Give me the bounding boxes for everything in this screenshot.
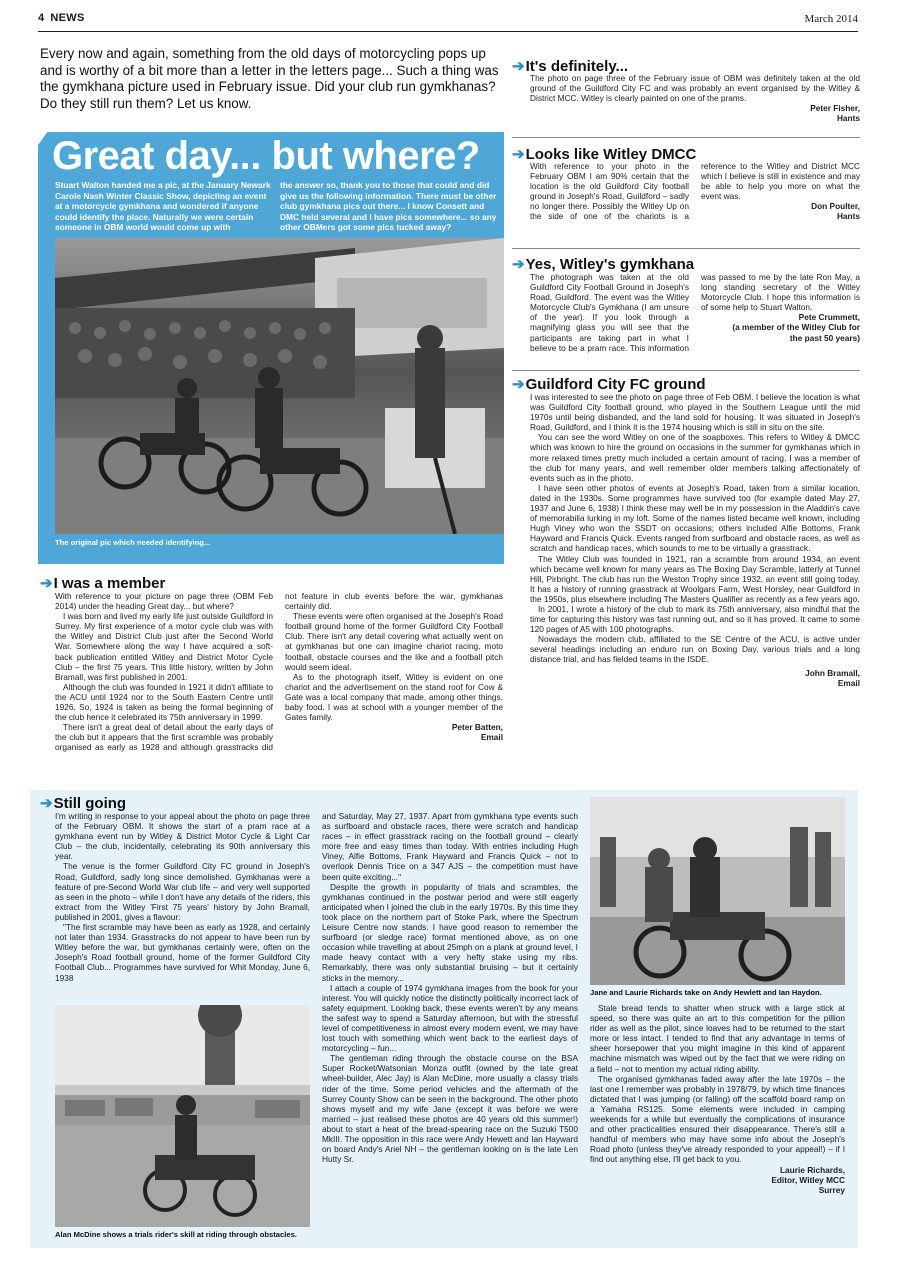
standfirst-col-1: Stuart Walton handed me a pic, at the January Newark Carole Nash Winter Classic Show, depicting an event at a motorcycle gymkhana and wondered if anyone could identify the place. Naturally we were certain someone in OBM world would come up with [55, 180, 271, 233]
main-photo-caption: The original pic which needed identifying... [55, 538, 211, 547]
intro-text: Every now and again, something from the old days of motorcycling pops up and is worthy of a bit more than a letter in the letters page... Such a thing was the gymkhana picture used in February issue. Did your club run gymkhanas? Do they still run them? Let us know. [40, 46, 499, 111]
letter-body-col-2: and Saturday, May 27, 1937. Apart from gymkhana type events such as surfboard and obstacle races, there were scratch and handicap races – in effect grasstrack racing on the football ground – clearly more free and easy times than today. With entries including Hugh Viney, Alfie Bottoms, Frank Hayward and Francis Quick – not to overlook Dennis Trice on a 347 AJS – the competition must have been quite exciting..." Despite the growth in popularity of trials and scrambles, the gymkhanas continued in the postwar period and were still eagerly anticipated when I joined the club in the early 1970s. By this time they took place on the northern part of Stoke Park, where the Spectrum Leisure Centre now stands. I have good reason to remember the surfboard (or sledge race) format mentioned above, as on one occasion while travelling at about 25mph on a plank at ground level, I made heavy contact with a very hefty stake using my ribs. Remarkably, there was only substantial bruising – but it certainly sticks in the memory... I attach a couple of 1974 gymkhana images from the book for your interest. You will quickly notice the distinctly politically incorrect lack of safety equipment. Looking back, these events weren't by any means the safest way to spend a Saturday afternoon, but with the stressful level of competitiveness in almost every modern event, we may have lost touch with something which went back to the earliest days of motorcycling – fun... The gentleman riding through the obstacle course on the BSA Super Rocket/Watsonian Monza outfit (owned by the late great wheel-builder, Alec Jay) is Alan McDine, more usually a classy trials rider of the time. Some period vehicles and the aftermath of the Surrey County Show can be seen in the background. The other photo shows myself and my wife Jane (except it was before we were married – just realised these photos are 40 years old this summer!) about to start a heat of the bread-spearing race on the Suzuki T500 MkIII. The opposition in this race were Andy Hewett and Ian Hayward on board Andy's Ariel NH – the gentleman looking on is the late Len Hutty Sr. [322, 811, 578, 1165]
section-label: 4 NEWS [38, 12, 85, 24]
gymkhana-photo [55, 238, 504, 534]
letter-heading: ➔It's definitely... [512, 58, 629, 75]
letter-body: The photo on page three of the February issue of OBM was definitely taken at the old ground of the Guildford City FC and was probably an event organised by the Witley & District MCC. Witley is clearly painted on one of the prams. Peter Fisher, Hants [530, 73, 860, 124]
arrow-icon: ➔ [40, 795, 53, 812]
letter-heading: ➔I was a member [40, 575, 166, 592]
letter-heading: ➔Still going [40, 795, 127, 812]
letter-body: With reference to your photo in the February OBM I am 90% certain that the location is the old Guildford City football ground in Joseph's Road, Guildford – sadly no longer there. Possibly the Witley Up on the side of one of the chariots is a reference to the Witley and District MCC which I believe is still in existence and may be able to help you more on what the event was. Don Poulter, Hants [530, 161, 860, 222]
sidecar-photo [55, 1005, 310, 1227]
letter-body: The photograph was taken at the old Guildford City Football Ground in Joseph's Road, Guildford. The event was the Witley Motorcycle Club's Gymkhana (I am unsure of the year). If you look through a magnifying glass you will see that the participants are taking part in what I believe to be a pram race. This information was passed to me by the late Ron May, a long standing secretary of the Witley Motorcycle Club. I hope this information is of some help to Stuart Walton. Pete Crummett, (a member of the Witley Club for the past 50 years) [530, 272, 860, 353]
divider [512, 370, 860, 371]
right-photo-caption: Jane and Laurie Richards take on Andy Hewlett and Ian Haydon. [590, 988, 822, 997]
standfirst-col-2: the answer so, thank you to those that could and did give us the following information. There must be other club gymkhana pics out there... I know Consett and DMC held several and I have pics somewhere... so any other OBMers got some pics tucked away? [280, 180, 497, 233]
letter-heading: ➔Guildford City FC ground [512, 376, 706, 393]
arrow-icon: ➔ [40, 575, 53, 592]
divider [512, 137, 860, 138]
arrow-icon: ➔ [512, 58, 525, 75]
left-photo-caption: Alan McDine shows a trials rider's skill at riding through obstacles. [55, 1230, 297, 1239]
letter-body-col-1: I'm writing in response to your appeal about the photo on page three of the February OBM. It shows the start of a pram race at a gymkhana event run by Witley & District Motor Cycle & Light Car Club – the club, incidentally, celebrating its 90th anniversary this year. The venue is the former Guildford City FC ground in Joseph's Road, Guildford, sadly long since demolished. Gymkhanas were a feature of pre-Second World War club life – and very well supported as seen in the photo – while I don't have any details of the riders, this extract from the Witley 'First 75 years' history by John Bramall, published in 2001, gives a flavour: "The first scramble may have been as early as 1928, and certainly not later than 1934. Grasstracks do not appear to have been run by Witley before the war, but gymkhanas certainly were, often on the Joseph's Road football ground, home of the former Guildford City Football Club... Programmes have survived for Whit Monday, June 6, 1938 [55, 811, 310, 983]
arrow-icon: ➔ [512, 146, 525, 163]
letter-body-col-3: Stale bread tends to shatter when struck with a large stick at speed, so there was quite an art to this competition for the pillion rider as well as the pilot, since loaves had to be returned to the start more or less intact. I tended to find that any advantage in terms of sheer horsepower that you might imagine in this kind of apparent machine mismatch was wiped out by the fact that we were riding on a field – not to mention my actual riding ability. The organised gymkhanas faded away after the late 1970s – the last one I remember was probably in 1978/79, by which time finances dictated that I was jumping (or falling) off the scaffold board ramp on a Yamaha RS125. Some elements were included in camping weekends for a while but eventually the complications of insurance and other practicalities ensured their disappearance. There's still a handful of members who may have some info about the Joseph's Road photo (unless they've already responded to your appeal!) – if I find out anything else, I'll get back to you. Laurie Richards, Editor, Witley MCC Surrey [590, 1003, 845, 1195]
letter-heading: ➔Yes, Witley's gymkhana [512, 256, 695, 273]
page-folio [38, 10, 858, 32]
arrow-icon: ➔ [512, 376, 525, 393]
divider [512, 248, 860, 249]
letter-body: I was interested to see the photo on page three of Feb OBM. I believe the location is what was Guildford City football ground, who played in the Southern League until the mid 1970s until being disbanded, and the land sold for housing. It was situated in Joseph's Road, Guildford, and I think it is the 1974 housing which is still in situ on the site. You can see the word Witley on one of the soapboxes. This refers to Witley & DMCC which was known to hire the ground on occasions in the summer for gymkhanas which in more relaxed times pretty much included a certain amount of racing. I was a member of the club for many years, and well remember older members talking affectionately of events such as in the photo. I have seen other photos of events at Joseph's Road, taken from a similar location, dated in the 1930s. Some programmes have survived too (for example dated May 27, 1937 and June 6, 1938) I think these may well be in my possession in the Aladdin's cave of memorabilia lurking in my loft. Some of the names listed became well known, including Hugh Viney who won the SSDT on occasions; others included Alfie Bottoms, Frank Hayward and Francis Quick. Events ranged from surfboard and obstacle races, as well as scratch and handicap races, which sounds to me to be virtually a grasstrack. The Witley Club was founded in 1921, ran a scramble from around 1934, an event which became well known for many years as The Boxing Day Scramble, latterly at Tunnel Hill, Pirbright. The club has run the Weston Trophy since 1932, an event still going today. It has a history of running grasstrack at Woolgars Farm, West Horsley, near Guildford in the 1950s, plus elsewhere including The Masters Qualifier as recently as a few years ago. In 2001, I wrote a history of the club to mark its 75th anniversary, also mindful that the time for capturing this history was fast running out, and so it has proved. It came to some 120 pages of A5 with 100 photographs. Nowadays the modern club, affiliated to the SE Centre of the ACU, is active under several headings including an enduro run on Boxing Day, various trials and a long distance trial, and has fielded teams in the ISDE. John Bramall, Email [530, 392, 860, 688]
issue-date: March 2014 [804, 13, 858, 25]
arrow-icon: ➔ [512, 256, 525, 273]
bread-race-photo [590, 797, 845, 985]
letter-body: With reference to your picture on page three (OBM Feb 2014) under the heading Great day... but where? I was born and lived my early life just outside Guildford in Surrey. My first experience of a motor cycle club was with the Witley and District Club just after the Second World War. Somewhere along the way I have acquired a soft-back publication entitled Witley and District Motor Cycle Club – the first 75 years. This little history, written by John Bramall, was first published in 2001. Although the club was founded in 1921 it didn't affiliate to the ACU until 1924 nor to the South Eastern Centre until 1926. So, 1924 is taken as being the formal beginning of the club hence it celebrated its 75th anniversary in 1999. There isn't a great deal of detail about the early days of the club but it appears that the first scramble was probably organised as early as 1928 and although grasstracks did not feature in club events before the war, gymkhanas certainly did. These events were often organised at the Joseph's Road football ground home of the former Guildford City Football Club. There isn't any detail covering what actually went on at gymkhanas but one can imagine chariot racing, moto football, obstacle courses and the like and a football pitch would seem ideal. As to the photograph itself, Witley is evident on one chariot and the advertisement on the stand roof for Cow & Gate was a local company that made, among other things, baby food. I was at school with a younger member of the Gates family. Peter Batten, Email [55, 591, 503, 753]
letter-heading: ➔Looks like Witley DMCC [512, 146, 697, 163]
feature-title: Great day... but where? [52, 134, 480, 178]
